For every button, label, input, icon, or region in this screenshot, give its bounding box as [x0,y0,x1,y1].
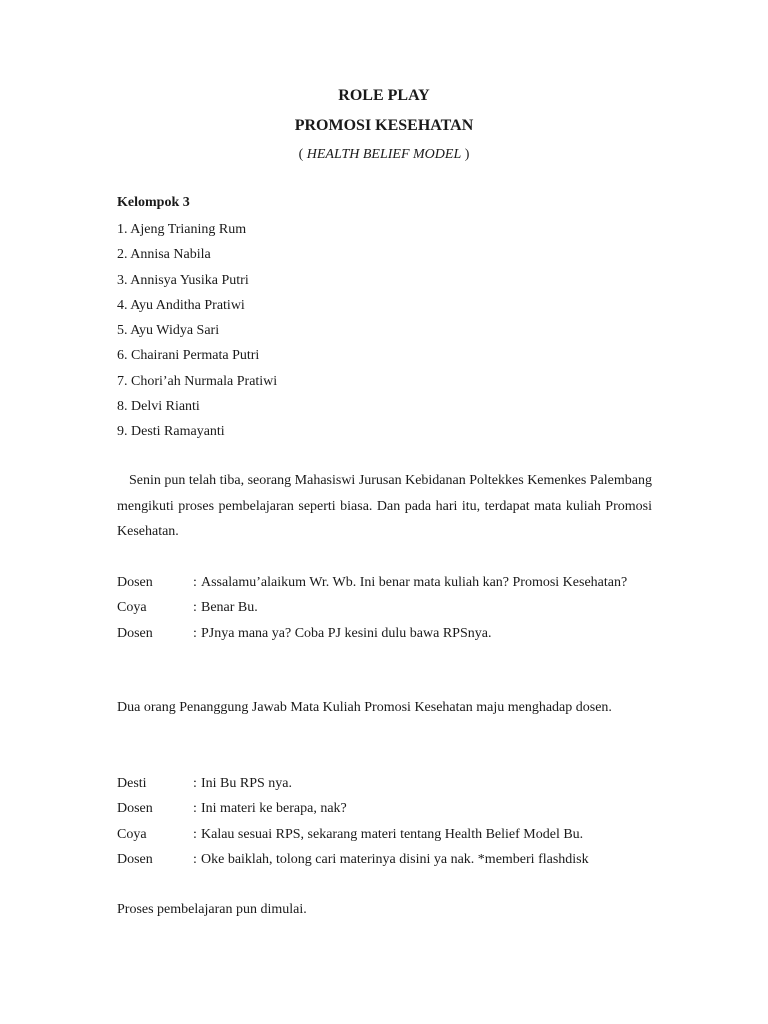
document-subtitle: PROMOSI KESEHATAN [294,117,474,134]
narration-paragraph: Proses pembelajaran pun dimulai. [117,902,307,917]
dialog-row [117,847,677,872]
dialog-row [117,621,677,646]
dialog-block [117,771,677,872]
speaker-colon: : [193,801,197,817]
dialog-line: Kalau sesuai RPS, sekarang materi tentang Health Belief Model Bu. [201,826,584,842]
speaker-colon: : [193,776,197,791]
member-item: 1. Ajeng Trianing Rum [117,222,247,237]
member-item: 5. Ayu Widya Sari [117,323,220,339]
speaker-name: Dosen [117,801,153,817]
member-item: 3. Annisya Yusika Putri [117,272,249,288]
member-item: 7. Chori’ah Nurmala Pratiwi [117,373,278,389]
dialog-row [117,796,677,821]
dialog-row [117,570,677,595]
narration-paragraph: Senin pun telah tiba, seorang Mahasiswi Jurusan Kebidanan Poltekkes Kemenkes Palembang mengikuti proses pembelajaran seperti biasa. Dan pada hari itu, terdapat mata kuliah Promosi Kesehatan. [117,473,652,539]
dialog-row [117,771,677,796]
speaker-name: Dosen [117,851,153,867]
dialog-line: Ini materi ke berapa, nak? [201,801,347,817]
speaker-colon: : [193,826,197,842]
dialog-line: Ini Bu RPS nya. [201,776,293,791]
speaker-colon: : [193,851,197,867]
dialog-line: Benar Bu. [201,600,258,616]
speaker-name: Dosen [117,575,153,590]
narration-paragraph: Dua orang Penanggung Jawab Mata Kuliah Promosi Kesehatan maju menghadap dosen. [117,700,612,715]
speaker-name: Coya [117,826,147,842]
model-open-paren: ( [298,147,307,162]
speaker-colon: : [193,600,197,616]
member-item: 8. Delvi Rianti [117,399,200,415]
dialog-line: Assalamu’alaikum Wr. Wb. Ini benar mata kuliah kan? Promosi Kesehatan? [201,575,628,590]
speaker-name: Coya [117,600,147,616]
member-item: 4. Ayu Anditha Pratiwi [117,297,245,313]
document-title: ROLE PLAY [338,87,430,104]
speaker-colon: : [193,575,197,590]
dialog-row [117,822,677,847]
speaker-name: Dosen [117,625,153,641]
speaker-colon: : [193,625,197,641]
group-heading: Kelompok 3 [117,195,190,210]
dialog-line: Oke baiklah, tolong cari materinya disini ya nak. *memberi flashdisk [201,851,589,867]
speaker-name: Desti [117,776,147,791]
model-name: HEALTH BELIEF MODEL [306,147,462,162]
dialog-row [117,595,677,620]
member-item: 9. Desti Ramayanti [117,424,225,440]
model-caption [0,147,768,163]
dialog-line: PJnya mana ya? Coba PJ kesini dulu bawa RPSnya. [201,625,492,641]
member-list [117,220,277,448]
model-close-paren: ) [461,147,470,162]
member-item: 2. Annisa Nabila [117,247,211,263]
member-item: 6. Chairani Permata Putri [117,348,260,364]
dialog-block [117,570,677,646]
